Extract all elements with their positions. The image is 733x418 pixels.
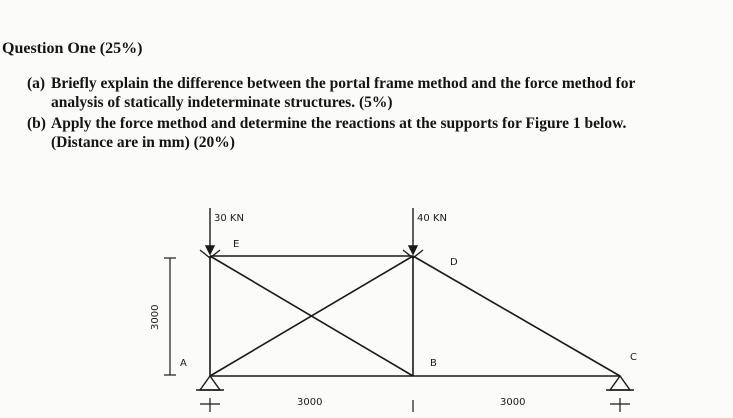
- question-title: Question One (25%): [2, 40, 143, 57]
- part-a-label: (a): [27, 75, 46, 92]
- dim-label-span-right: 3000: [500, 397, 526, 408]
- part-a-line2: analysis of statically indeterminate structures. (5%): [51, 94, 393, 111]
- part-a-line1: Briefly explain the difference between the portal frame method and the force method for: [51, 75, 636, 92]
- arrow-head-icon: [409, 246, 417, 254]
- dim-label-span-left: 3000: [297, 397, 323, 408]
- node-label-E: E: [233, 239, 240, 250]
- node-label-B: B: [430, 358, 437, 369]
- part-b-line2: (Distance are in mm) (20%): [51, 134, 235, 151]
- pin-support-C-icon: [610, 376, 630, 390]
- part-b-line1: Apply the force method and determine the reactions at the supports for Figure 1 below.: [51, 115, 627, 132]
- node-label-A: A: [180, 358, 187, 369]
- node-label-C: C: [630, 352, 637, 363]
- arrow-head-icon: [206, 246, 214, 254]
- pin-support-A-icon: [200, 376, 220, 390]
- load-label-40: 40 KN: [417, 213, 447, 224]
- dim-label-height: 3000: [150, 304, 161, 330]
- load-label-30: 30 KN: [214, 213, 244, 224]
- part-b-label: (b): [27, 115, 46, 132]
- member-D-C: [413, 256, 620, 376]
- node-label-D: D: [450, 257, 458, 268]
